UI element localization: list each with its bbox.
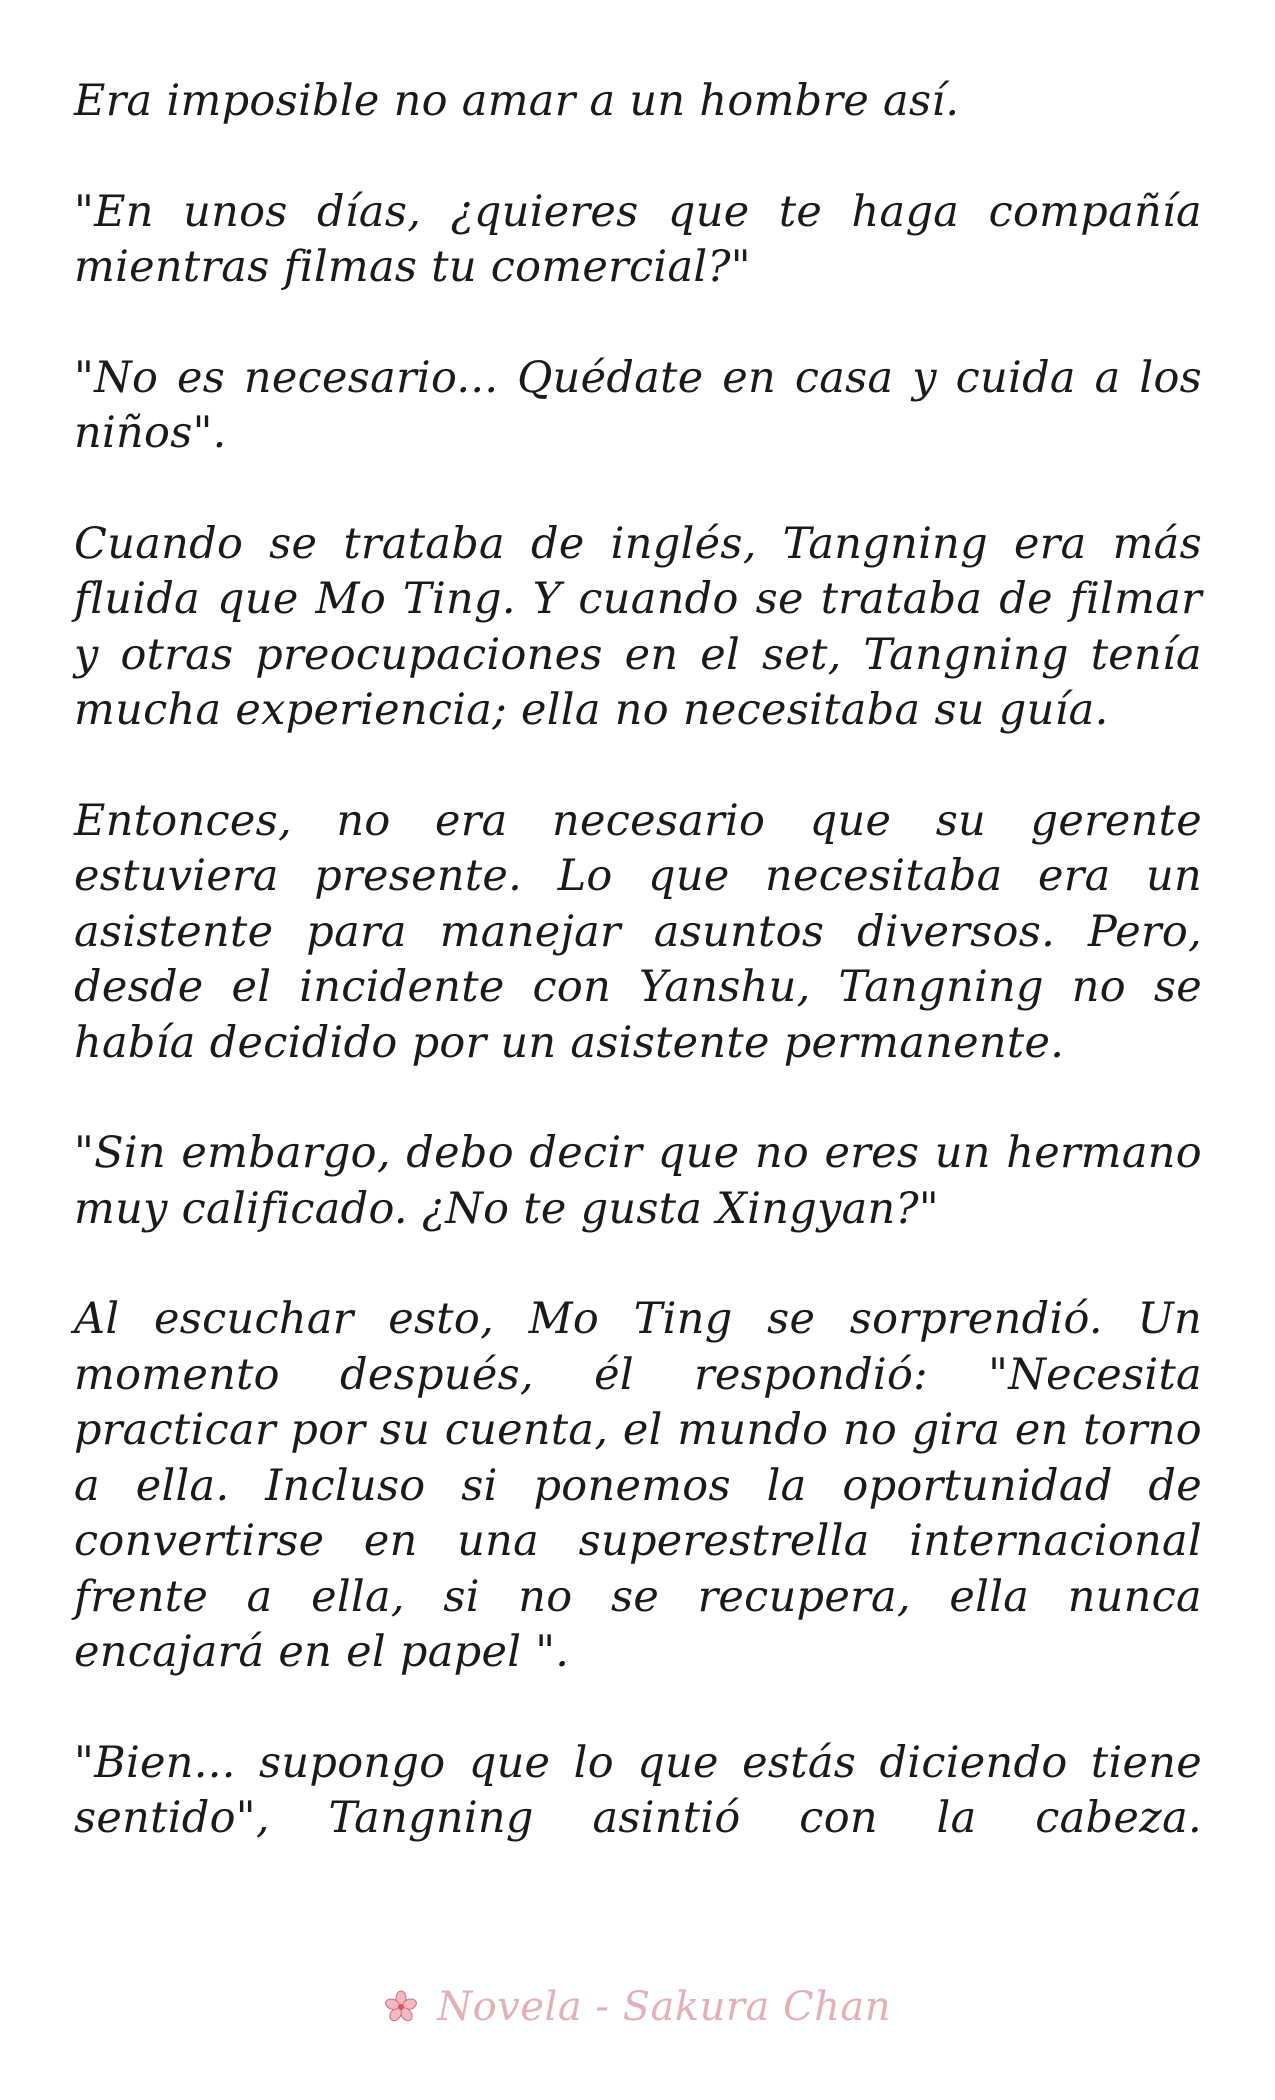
- paragraph-8: "Bien... supongo que lo que estás diciendo tiene sentido", Tangning asintió con la cabeza.: [74, 1737, 1202, 1843]
- paragraph-5: Entonces, no era necesario que su gerente estuviera presente. Lo que necesitaba era un asistente para manejar asuntos diversos. Pero, desde el incidente con Yanshu, Tangning no se había decidido por un asistente permanente.: [74, 795, 1202, 1068]
- watermark-text: Novela - Sakura Chan: [437, 1984, 892, 2030]
- paragraph-1: Era imposible no amar a un hombre así.: [74, 76, 960, 126]
- paragraph-7: Al escuchar esto, Mo Ting se sorprendió. Un momento después, él respondió: "Necesita practicar por su cuenta, el mundo no gira en torno a ella. Incluso si ponemos la oportunidad de convertirse en una superestrella internacional frente a ella, si no se recupera, ella nunca encajará en el papel ".: [74, 1294, 1202, 1677]
- watermark: [0, 1984, 1275, 2030]
- paragraph-4: Cuando se trataba de inglés, Tangning era más fluida que Mo Ting. Y cuando se trataba de filmar y otras preocupaciones en el set, Tangning tenía mucha experiencia; ella no necesitaba su guía.: [74, 518, 1202, 735]
- paragraph-2: "En unos días, ¿quieres que te haga compañía mientras filmas tu comercial?": [74, 186, 1202, 292]
- paragraph-3: "No es necesario... Quédate en casa y cuida a los niños".: [74, 352, 1202, 458]
- cherry-blossom-icon: [384, 1988, 418, 2022]
- document-body: [74, 74, 1202, 1847]
- paragraph-6: "Sin embargo, debo decir que no eres un hermano muy calificado. ¿No te gusta Xingyan?": [74, 1128, 1202, 1234]
